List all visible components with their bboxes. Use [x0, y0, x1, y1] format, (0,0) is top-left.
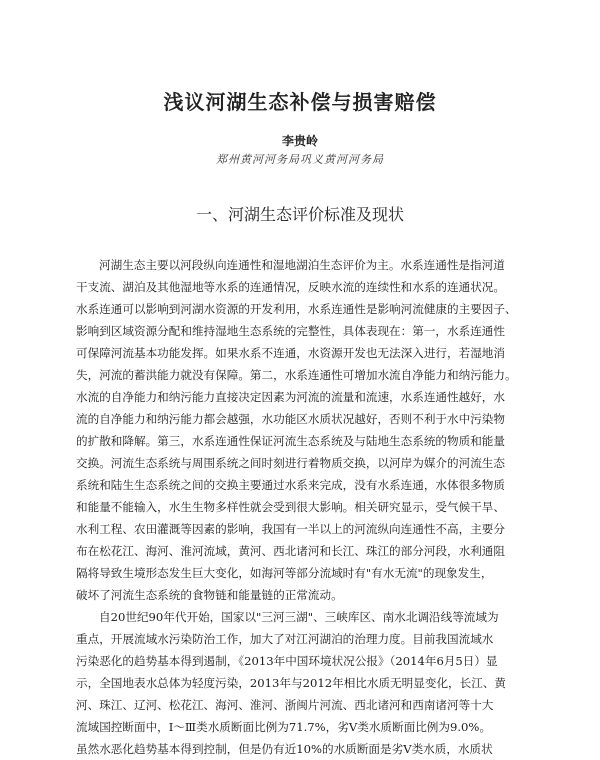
paragraph-1-line: 水流的自净能力和纳污能力直接决定因素为河流的流量和流速，水系连通性越好，水 [76, 390, 505, 404]
paragraph-1-line: 破坏了河流生态系统的食物链和能量链的正常流动。 [76, 588, 343, 602]
paragraph-1-line: 失，河流的蓄洪能力就没有保障。第二，水系连通性可增加水流自净能力和纳污能力。 [76, 368, 517, 382]
paragraph-2-line: 污染恶化的趋势基本得到遏制，《2013年中国环境状况公报》（2014年6月5日）显 [76, 654, 498, 668]
paragraph-1-line: 布在松花江、海河、淮河流域，黄河、西北诸河和长江、珠江的部分河段，水利通阻 [76, 544, 505, 558]
paragraph-1-line: 可保障河流基本功能发挥。如果水系不连通，水资源开发也无法深入进行，若湿地消 [76, 346, 505, 360]
paragraph-1-line: 干支流、湖泊及其他湿地等水系的连通情况，反映水流的连续性和水系的连通状况。 [76, 280, 505, 294]
paragraph-1-line: 和能量不能输入，水生生物多样性就会受到很大影响。相关研究显示，受气候干旱、 [76, 500, 505, 514]
paragraph-2-line: 河、珠江、辽河、松花江、海河、淮河、浙闽片河流、西北诸河和西南诸河等十大 [76, 698, 494, 712]
paragraph-2-line: 示，全国地表水总体为轻度污染，2013年与2012年相比水质无明显变化，长江、黄 [76, 676, 507, 690]
paragraph-2-line: 重点，开展流域水污染防治工作，加大了对江河湖泊的治理力度。目前我国流域水 [76, 632, 494, 646]
paragraph-2-line: 流域国控断面中，Ⅰ～Ⅲ类水质断面比例为71.7%，劣Ⅴ类水质断面比例为9.0%。 [76, 720, 492, 734]
paragraph-1-line: 水系连通可以影响到河湖水资源的开发利用，水系连通性是影响河流健康的主要因子、 [76, 302, 517, 316]
paragraph-2-line: 自20世纪90年代开始，国家以"三河三湖"、三峡库区、南水北调沿线等流域为 [99, 610, 499, 624]
paragraph-1-line: 流的自净能力和纳污能力都会越强，水功能区水质状况越好，否则不利于水中污染物 [76, 412, 505, 426]
paragraph-1-line: 的扩散和降解。第三，水系连通性保证河流生态系统及与陆地生态系统的物质和能量 [76, 434, 505, 448]
body-text [76, 254, 526, 760]
section-heading: 一、河湖生态评价标准及现状 [195, 205, 404, 224]
paragraph-1-line: 交换。河流生态系统与周围系统之间时刻进行着物质交换，以河岸为媒介的河流生态 [76, 456, 505, 470]
paragraph-1-line: 河湖生态主要以河段纵向连通性和湿地湖泊生态评价为主。水系连通性是指河道 [99, 258, 505, 272]
paragraph-1-line: 隔将导致生境形态发生巨大变化，如海河等部分流域时有"有水无流"的现象发生， [76, 566, 493, 580]
paragraph-1-line: 水利工程、农田灌溉等因素的影响，我国有一半以上的河流纵向连通性不高，主要分 [76, 522, 505, 536]
paragraph-1-line: 系统和陆生生态系统之间的交换主要通过水系来完成，没有水系连通，水体很多物质 [76, 478, 505, 492]
author-affiliation: 郑州黄河河务局巩义黄河河务局 [216, 153, 384, 166]
author-name: 李贵岭 [281, 134, 318, 148]
paragraph-1-line: 影响到区域资源分配和维持湿地生态系统的完整性，具体表现在：第一，水系连通性 [76, 324, 505, 338]
document-title: 浅议河湖生态补偿与损害赔偿 [163, 90, 437, 114]
paragraph-2-line: 虽然水恶化趋势基本得到控制，但是仍有近10%的水质断面是劣Ⅴ类水质，水质状 [76, 742, 493, 756]
